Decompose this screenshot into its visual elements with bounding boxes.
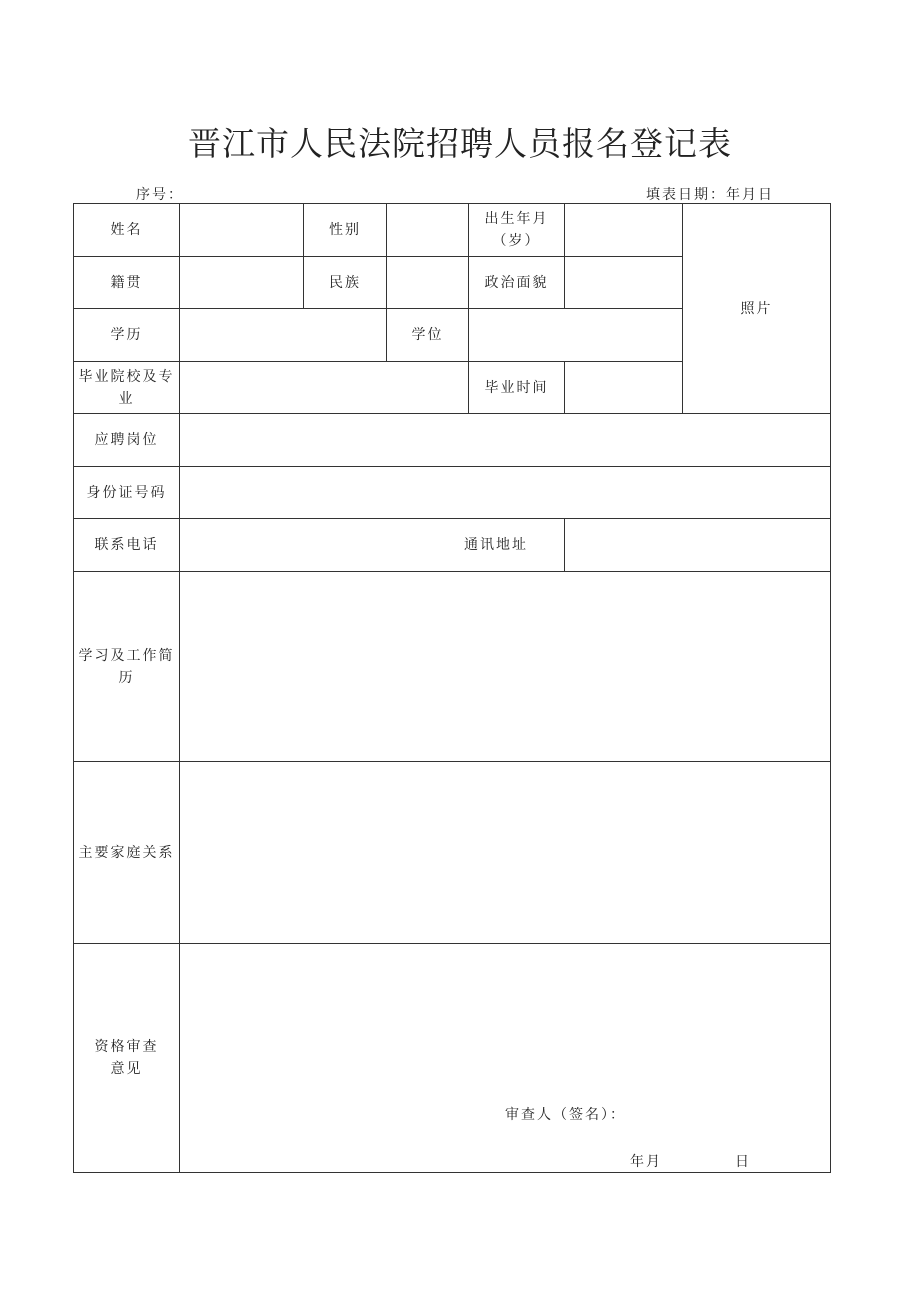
row-id [74, 467, 831, 519]
photo-box[interactable] [683, 204, 831, 414]
education-field[interactable] [180, 309, 387, 362]
resume-label: 学习及工作简历 [74, 572, 180, 762]
family-field[interactable] [180, 762, 831, 944]
birth-label-line1: 出生年月 [484, 211, 549, 227]
phone-field[interactable] [180, 519, 565, 572]
serial-number-label: 序号： [136, 187, 184, 203]
birth-label [469, 204, 565, 257]
review-field[interactable] [180, 944, 831, 1173]
row-contact [74, 519, 831, 572]
grad-time-label: 毕业时间 [469, 362, 565, 414]
position-label: 应聘岗位 [74, 414, 180, 467]
position-field[interactable] [180, 414, 831, 467]
row-position [74, 414, 831, 467]
school-major-field[interactable] [180, 362, 469, 414]
row-review [74, 944, 831, 1173]
degree-label: 学位 [387, 309, 469, 362]
id-number-label: 身份证号码 [74, 467, 180, 519]
address-label: 通讯地址 [464, 537, 528, 553]
gender-label: 性别 [304, 204, 387, 257]
row-family [74, 762, 831, 944]
birth-label-line2: （岁） [492, 233, 541, 249]
native-place-label: 籍贯 [74, 257, 180, 309]
resume-field[interactable] [180, 572, 831, 762]
review-date-label: 年月 [630, 1154, 662, 1170]
name-label: 姓名 [74, 204, 180, 257]
birth-field[interactable] [565, 204, 683, 257]
gender-field[interactable] [387, 204, 469, 257]
education-label: 学历 [74, 309, 180, 362]
page-title: 晋江市人民法院招聘人员报名登记表 [188, 124, 732, 163]
grad-time-field[interactable] [565, 362, 683, 414]
reviewer-signature-label: 审查人（签名）： [505, 1107, 626, 1123]
photo-label: 照片 [740, 300, 773, 317]
review-label: 资格审查意见 [74, 944, 180, 1173]
political-status-field[interactable] [565, 257, 683, 309]
ethnicity-label: 民族 [304, 257, 387, 309]
native-place-field[interactable] [180, 257, 304, 309]
row-resume [74, 572, 831, 762]
address-field[interactable] [565, 519, 831, 572]
ethnicity-field[interactable] [387, 257, 469, 309]
row-name [74, 204, 831, 257]
name-field[interactable] [180, 204, 304, 257]
degree-field[interactable] [469, 309, 683, 362]
registration-form-table [73, 203, 831, 1173]
school-major-label: 毕业院校及专业 [74, 362, 180, 414]
phone-label: 联系电话 [74, 519, 180, 572]
review-day-label: 日 [735, 1154, 751, 1170]
family-label: 主要家庭关系 [74, 762, 180, 944]
id-number-field[interactable] [180, 467, 831, 519]
fill-date-label: 填表日期：年月日 [646, 187, 774, 203]
political-status-label: 政治面貌 [469, 257, 565, 309]
